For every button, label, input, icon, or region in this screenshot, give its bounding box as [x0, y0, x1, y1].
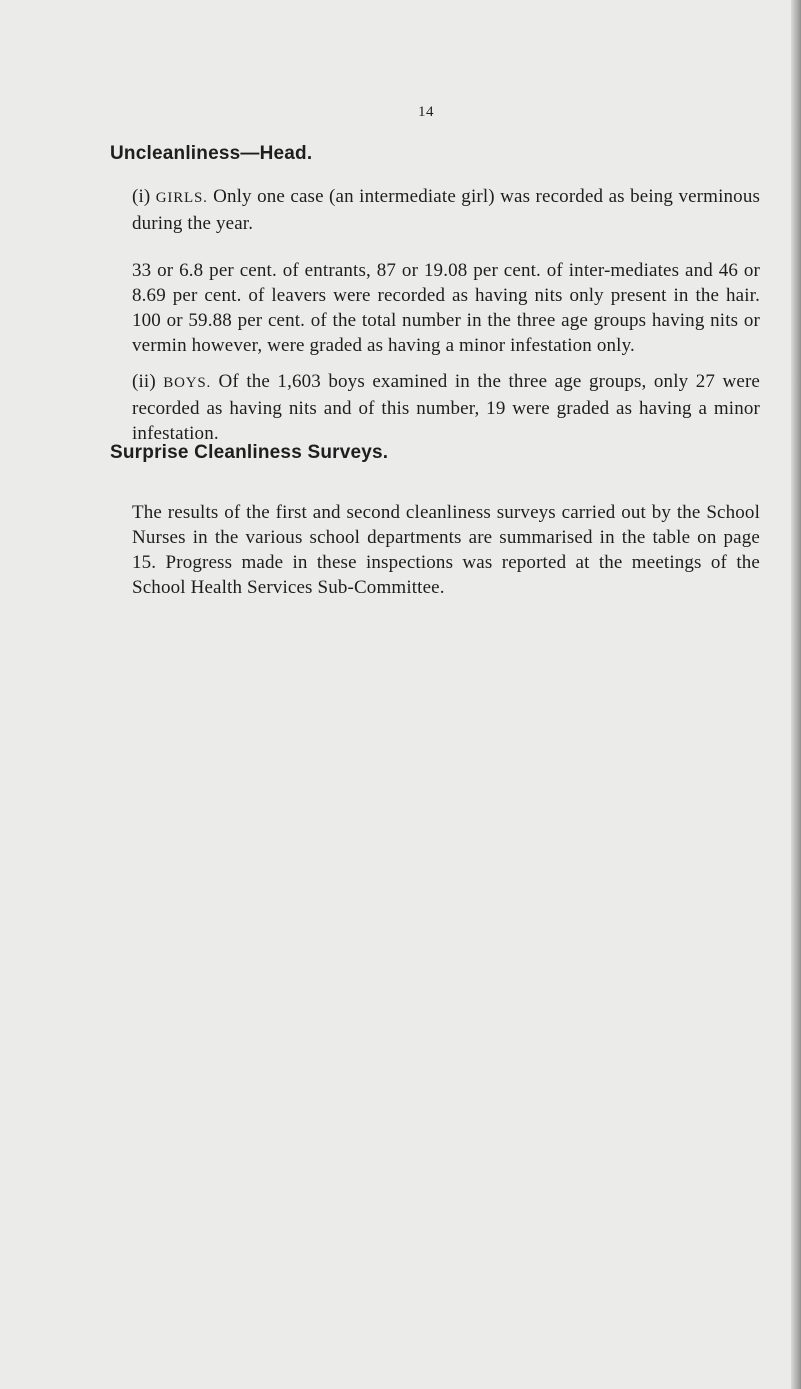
paragraph-text: Of the 1,603 boys examined in the three age groups, only 27 were recorded as having nits and of this number, 19 were graded as having a minor infestation. [132, 371, 761, 444]
paragraph-surveys [110, 500, 760, 600]
section-heading-uncleanliness: Uncleanliness—Head. [110, 143, 313, 164]
paragraph-lead: (ii) [132, 371, 156, 392]
paragraph-text: Only one case (an intermediate girl) was recorded as being verminous during the year. [132, 186, 761, 234]
paragraph-text: 33 or 6.8 per cent. of entrants, 87 or 19.08 per cent. of inter-mediates and 46 or 8.69 per cent. of leavers were recorded as having nits only present in the hair. 100 or 59.88 per cent. of the total number in the three age groups having nits or vermin however, were graded as having a minor infestation only. [132, 260, 760, 356]
paragraph-lead: (i) [132, 186, 151, 207]
paragraph-text: The results of the first and second cleanliness surveys carried out by the School Nurses in the various school departments are summarised in the table on page 15. Progress made in these inspections was reported at the meetings of the School Health Services Sub-Committee. [132, 502, 760, 598]
paragraph-nits-statistics [110, 258, 760, 358]
paragraph-boys [110, 369, 760, 446]
page-number: 14 [418, 104, 434, 120]
paragraph-girls [110, 184, 760, 236]
paragraph-label-boys: BOYS. [163, 375, 212, 391]
section-heading-surveys: Surprise Cleanliness Surveys. [110, 442, 389, 463]
paragraph-label-girls: GIRLS. [155, 190, 208, 206]
page-edge-shadow [791, 0, 801, 1389]
